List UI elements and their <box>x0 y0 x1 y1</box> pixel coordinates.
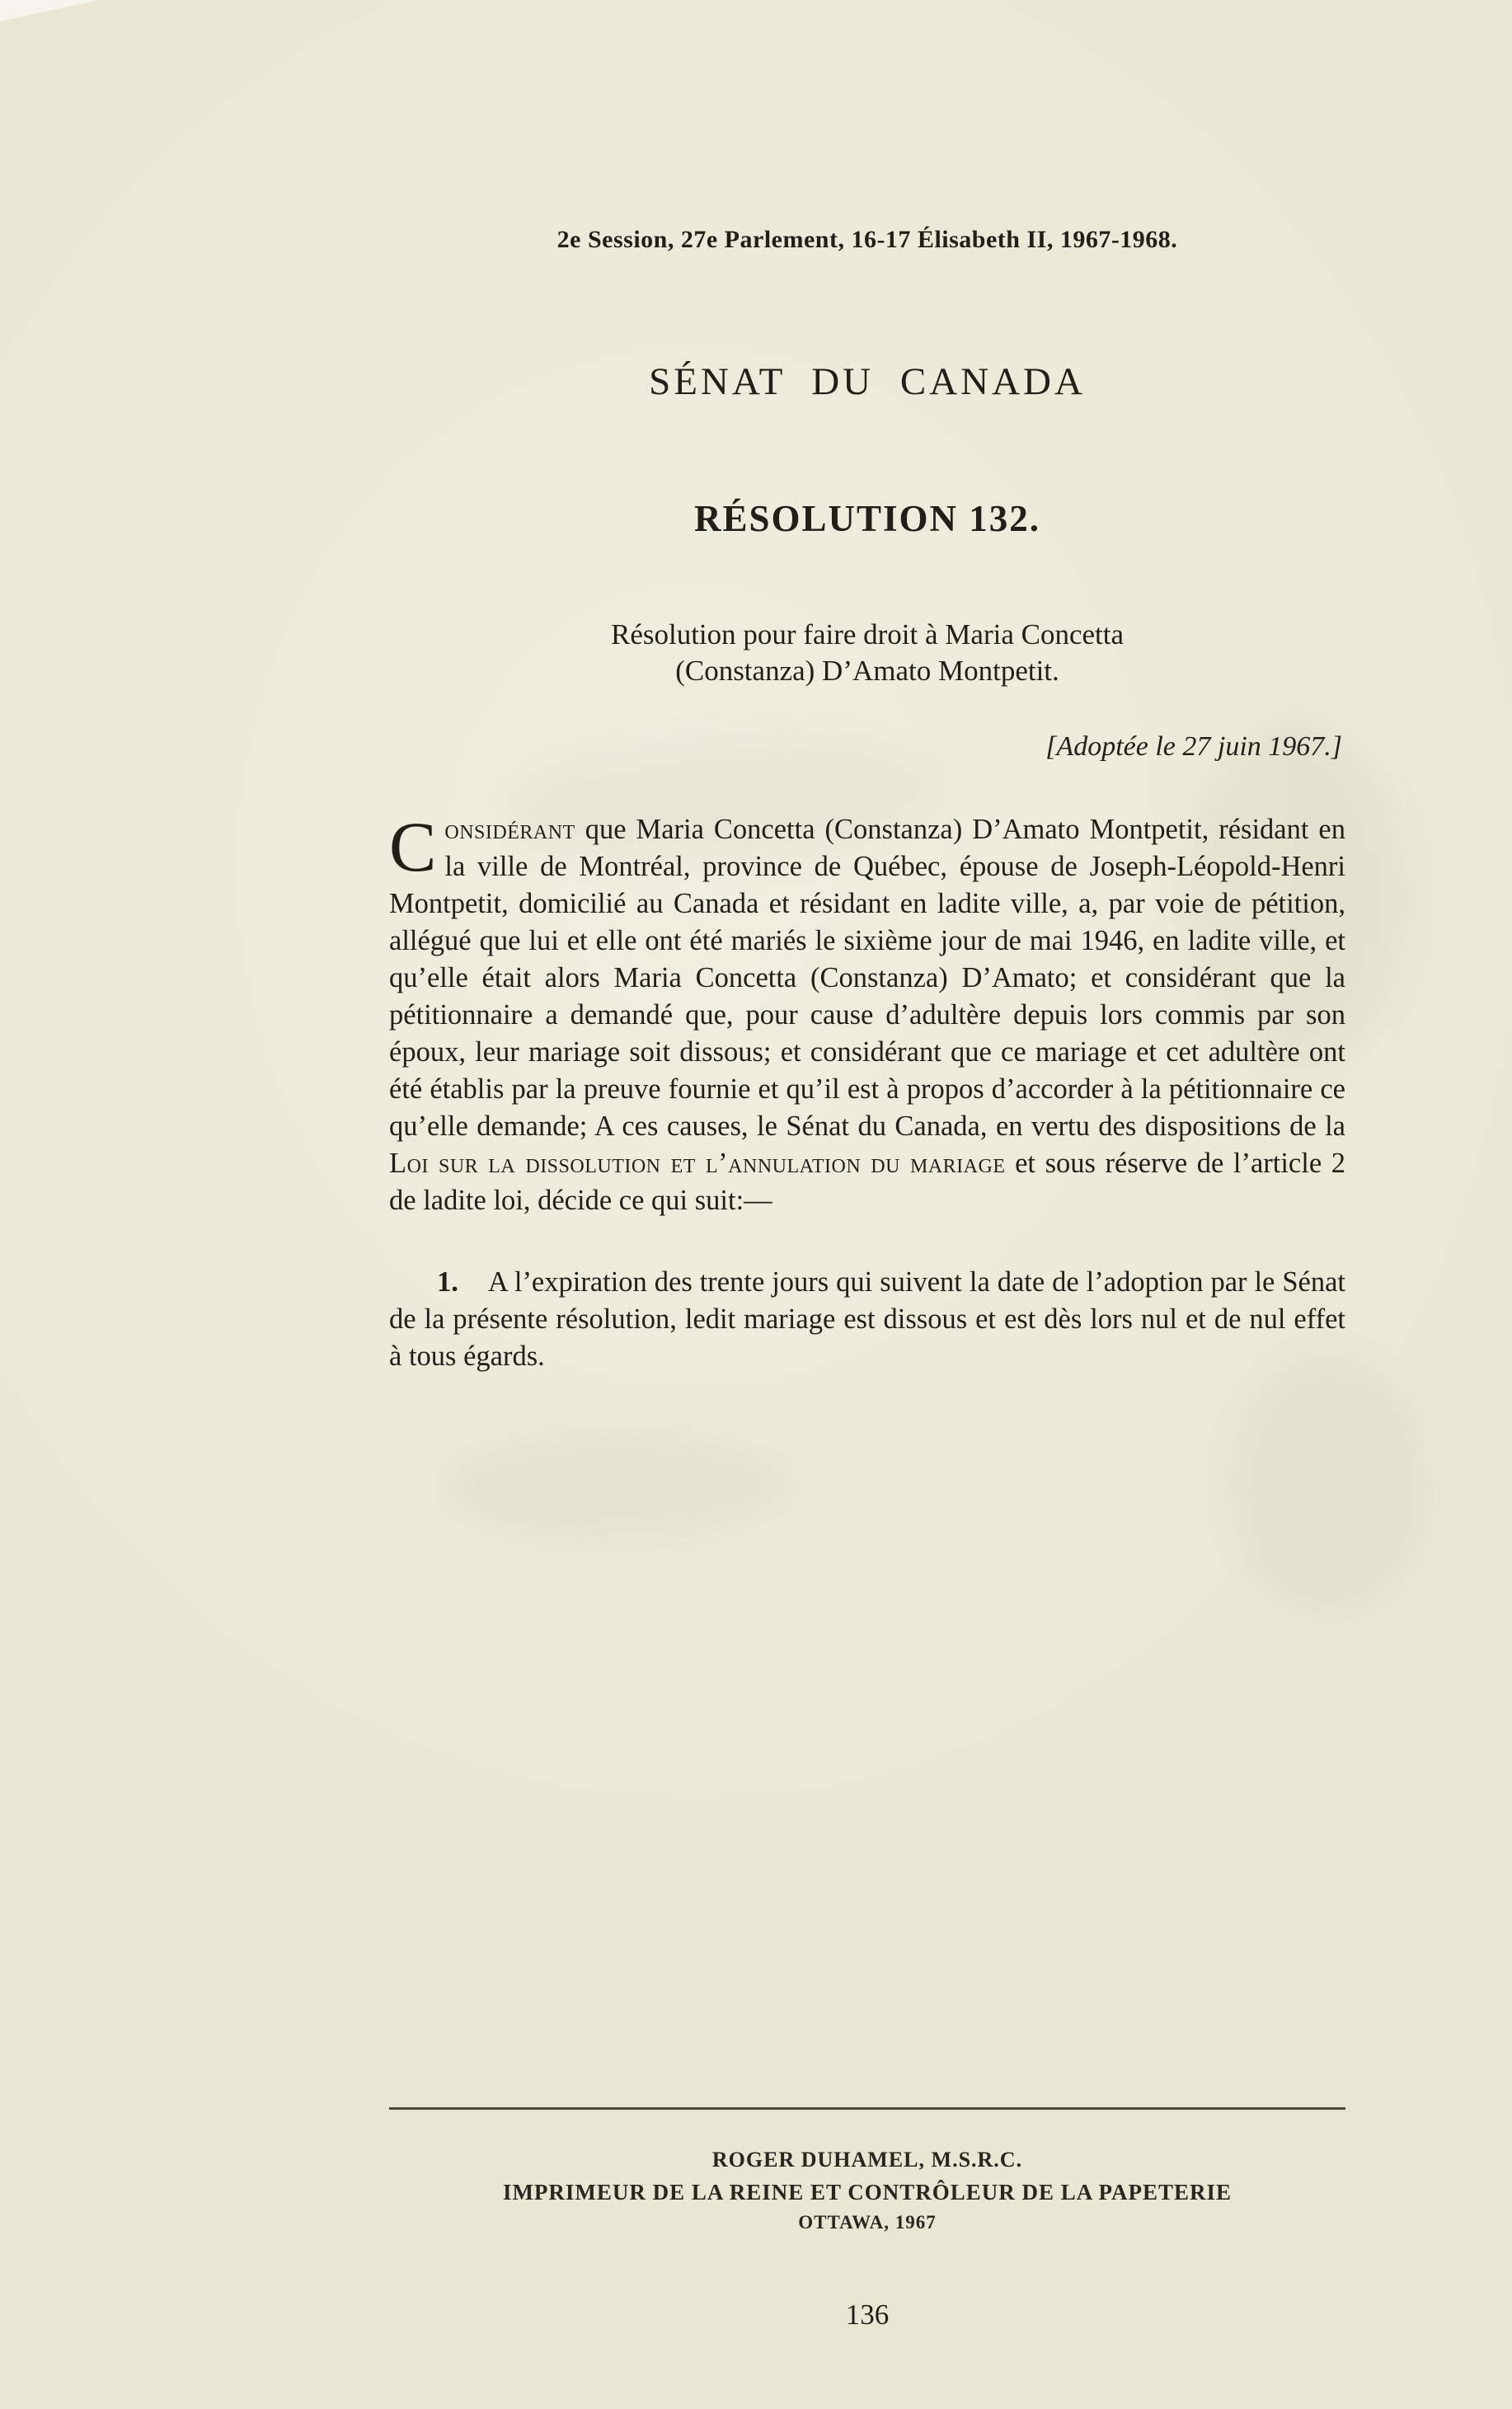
resolution-subtitle <box>389 617 1345 689</box>
paper-stain <box>445 1435 791 1533</box>
opening-word: onsidérant <box>444 814 575 845</box>
imprint-city-year: OTTAWA, 1967 <box>798 2212 937 2233</box>
printer-title: IMPRIMEUR DE LA REINE ET CONTRÔLEUR DE LA PAPETERIE <box>502 2180 1233 2205</box>
footer-divider <box>389 2107 1345 2110</box>
preamble-paragraph <box>389 807 1345 1219</box>
subtitle-line-2: (Constanza) D’Amato Montpetit. <box>675 655 1059 687</box>
dropcap-letter: C <box>389 807 437 886</box>
document-content <box>389 0 1345 1375</box>
preamble-text-end: et sous réserve de l’article 2 de ladite loi, décide ce qui suit:— <box>389 1148 1345 1216</box>
document-title: SÉNAT DU CANADA <box>649 360 1086 403</box>
law-name: Loi sur la dissolution et l’annulation du mariage <box>389 1148 1006 1179</box>
preamble-text: que Maria Concetta (Constanza) D’Amato Montpetit, résidant en la ville de Montréal, province de Québec, épouse de Joseph-Léopold-Henri Montpetit, domicilié au Canada et résidant en ladite ville, a, par voie de pétition, allégué que lui et elle ont été mariés le sixième jour de mai 1946, en ladite ville, et qu’elle était alors Maria Concetta (Constanza) D’Amato; et considérant que la pétitionnaire a demandé que, pour cause d’adultère depuis lors commis par son époux, leur mariage soit dissous; et considérant que ce mariage et cet adultère ont été établis par la preuve fournie et qu’il est à propos d’accorder à la pétitionnaire ce qu’elle demande; A ces causes, le Sénat du Canada, en vertu des dispositions de la <box>389 814 1345 1142</box>
page-number: 136 <box>845 2299 890 2331</box>
subtitle-line-1: Résolution pour faire droit à Maria Concetta <box>610 618 1125 650</box>
scan-corner-artifact <box>0 0 99 21</box>
clause-1 <box>389 1264 1345 1375</box>
clause-number: 1. <box>437 1266 458 1298</box>
imprint-text <box>389 2146 1345 2235</box>
resolution-heading: RÉSOLUTION 132. <box>693 498 1041 539</box>
adoption-note: [Adoptée le 27 juin 1967.] <box>1045 731 1342 762</box>
paper-stain <box>1237 1360 1418 1608</box>
clause-text: A l’expiration des trente jours qui suivent la date de l’adoption par le Sénat de la présente résolution, ledit mariage est dissous et est dès lors nul et de nul effet à tous égards. <box>389 1266 1345 1372</box>
session-header: 2e Session, 27e Parlement, 16-17 Élisabeth II, 1967-1968. <box>556 226 1178 253</box>
imprint-footer <box>389 2107 1345 2235</box>
printer-name: ROGER DUHAMEL, M.S.R.C. <box>711 2148 1023 2172</box>
